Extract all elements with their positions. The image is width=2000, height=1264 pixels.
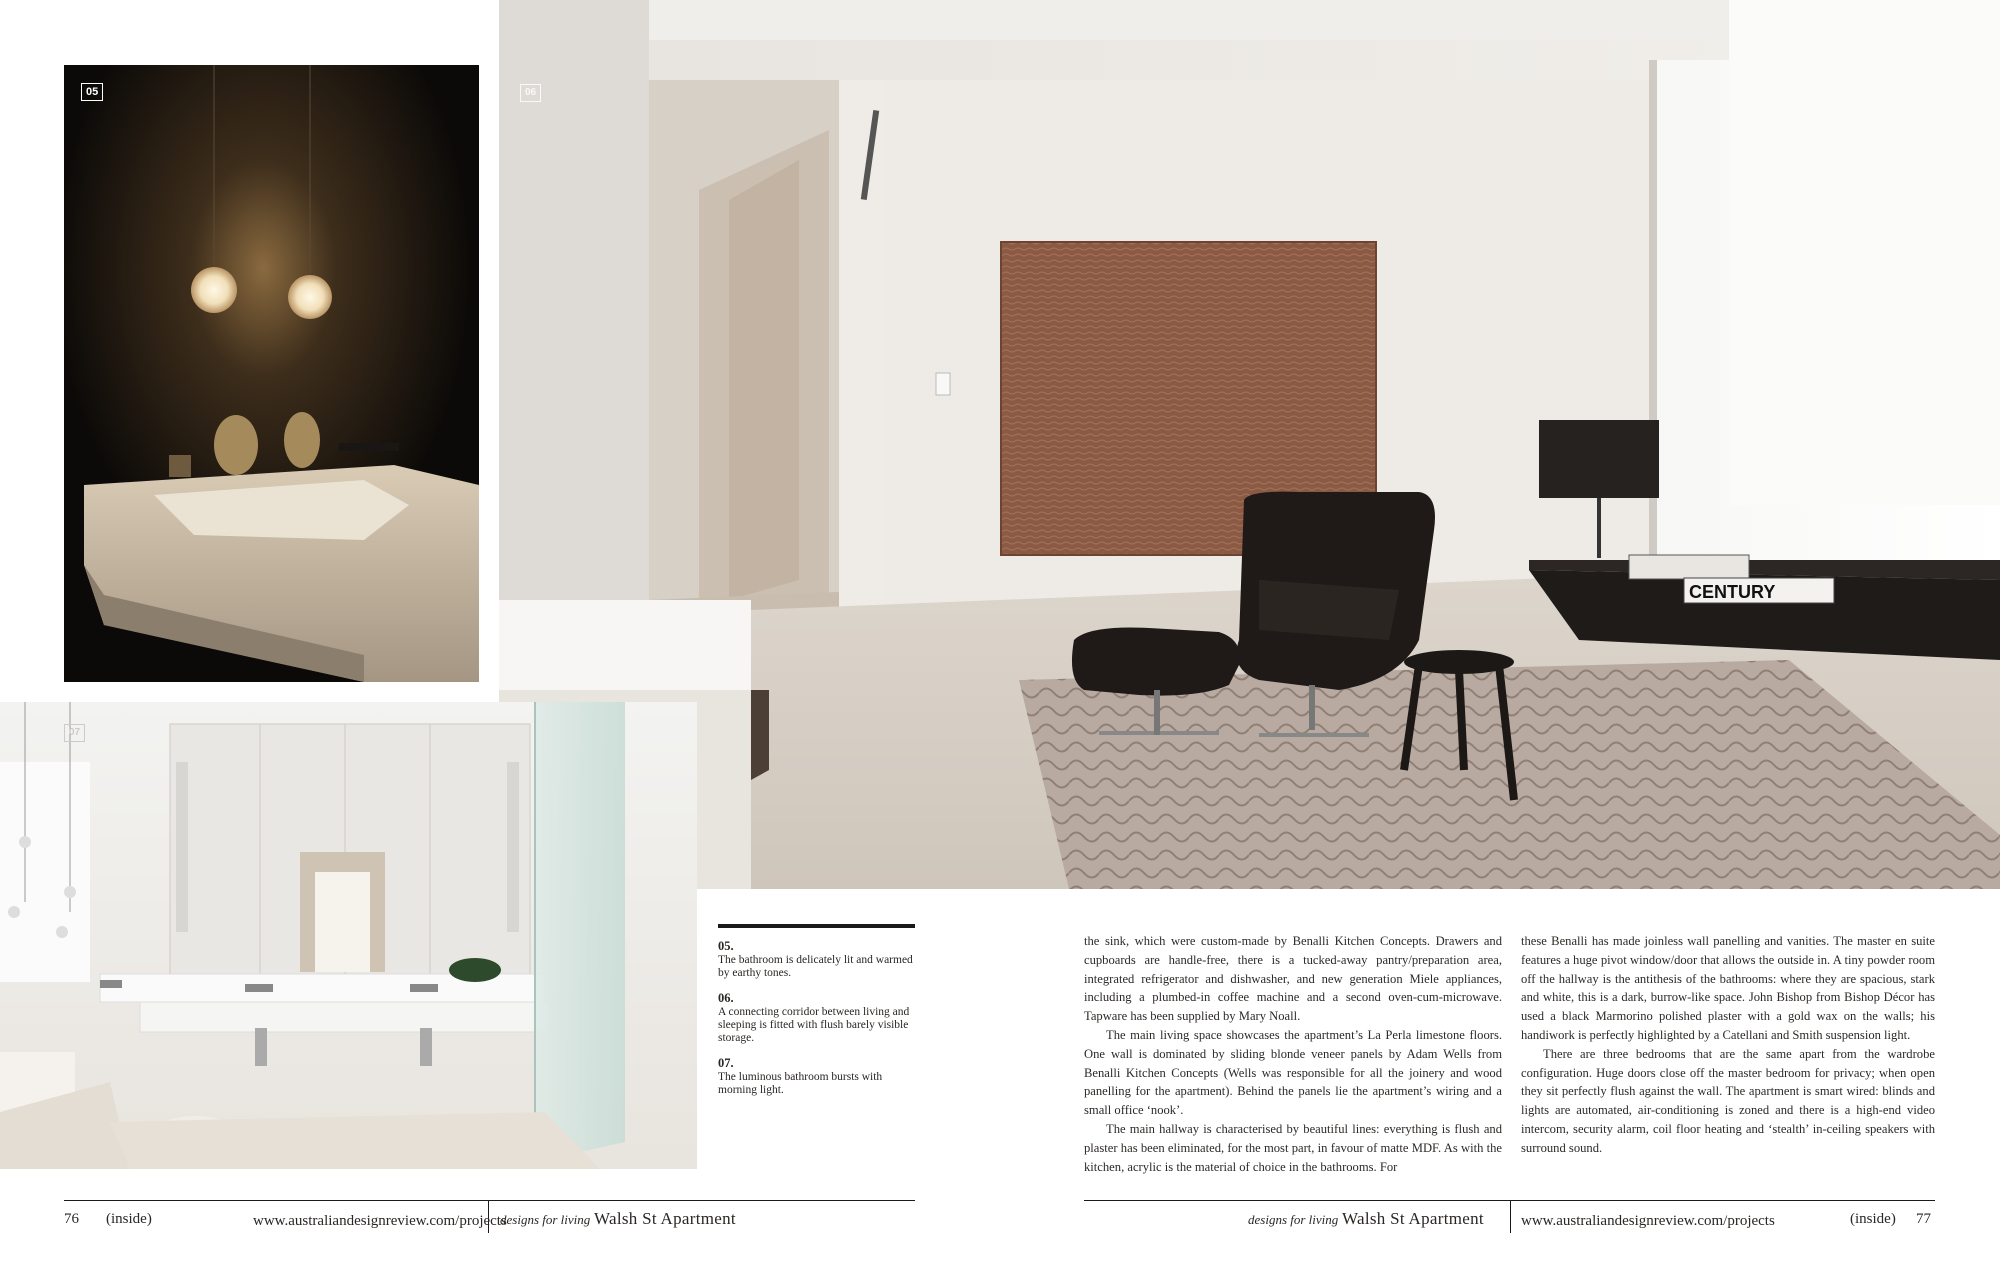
svg-text:CENTURY: CENTURY — [1689, 582, 1776, 602]
photo-living-room — [499, 0, 2000, 889]
footer-article-title: Walsh St Apartment — [594, 1209, 736, 1228]
footer-section-label: designs for living — [1248, 1212, 1339, 1227]
footer-rule-left — [64, 1200, 915, 1201]
photo-number-06: 06 — [520, 84, 541, 102]
caption-07 — [718, 1057, 918, 1097]
caption-number: 06. — [718, 991, 734, 1005]
caption-text: A connecting corridor between living and sleeping is fitted with flush barely visible storage. — [718, 1006, 910, 1044]
photo-powder-room — [64, 65, 479, 682]
caption-text: The luminous bathroom bursts with morning light. — [718, 1071, 883, 1096]
caption-06 — [718, 992, 918, 1045]
footer-article-title: Walsh St Apartment — [1342, 1209, 1484, 1228]
brand-mark-left: (inside) — [106, 1211, 152, 1227]
caption-number: 07. — [718, 1056, 734, 1070]
footer-title-left — [500, 1208, 736, 1231]
footer-title-right — [1248, 1208, 1484, 1231]
footer-section-label: designs for living — [500, 1212, 591, 1227]
body-paragraph: these Benalli has made joinless wall panelling and vanities. The master en suite features a huge pivot window/door that allows the outside in. A tiny powder room off the hallway is the antithesis of the bathrooms: where they are spacious, stark and white, this is a dark, burrow-like space. John Bishop from Bishop Décor has used a black Marmorino polished plaster with a gold wax on the walls; his handiwork is perfectly highlighted by a Catellani and Smith suspension light. — [1521, 934, 1935, 1042]
body-paragraph: The main hallway is characterised by beautiful lines: everything is flush and plaster has been eliminated, for the most part, in favour of matte MDF. As with the kitchen, acrylic is the material of choice in the bathrooms. For — [1084, 1121, 1502, 1174]
brand-mark-right: (inside) — [1850, 1211, 1896, 1227]
footer-url-left: www.australiandesignreview.com/projects — [253, 1213, 507, 1229]
photo-number-05: 05 — [81, 83, 103, 101]
caption-rule — [718, 924, 915, 928]
footer-divider-right — [1510, 1200, 1511, 1233]
caption-05 — [718, 940, 918, 980]
footer-url-right: www.australiandesignreview.com/projects — [1521, 1213, 1775, 1229]
body-paragraph: the sink, which were custom-made by Benalli Kitchen Concepts. Drawers and cupboards are handle-free, there is a tucked-away pantry/preparation area, integrated refrigerator and dishwasher, and new generation Miele appliances, including a plumbed-in coffee machine and a second oven-cum-microwave. Tapware has been supplied by Mary Noall. — [1084, 934, 1502, 1024]
body-column-1 — [1084, 932, 1502, 1176]
caption-number: 05. — [718, 939, 734, 953]
body-column-2 — [1521, 932, 1935, 1158]
photo-bathroom — [0, 702, 697, 1169]
body-paragraph: The main living space showcases the apartment’s La Perla limestone floors. One wall is dominated by sliding blonde veneer panels by Adam Wells from Benalli Kitchen Concepts (Wells was responsible for all the joinery and wood panelling for the apartment). Behind the panels lie the apartment’s wiring and a small office ‘nook’. — [1084, 1027, 1502, 1118]
page-number-right: 77 — [1916, 1211, 1931, 1227]
page-number-left: 76 — [64, 1211, 79, 1227]
photo-number-07: 07 — [64, 724, 85, 742]
captions — [718, 940, 918, 1109]
body-paragraph: There are three bedrooms that are the same apart from the wardrobe configuration. Huge doors close off the master bedroom for privacy; when open they sit perfectly flush against the wall. The apartment is smart wired: blinds and lights are automated, air-conditioning is zoned and there is a high-end video intercom, security alarm, coil floor heating and ‘stealth’ in-ceiling speakers with surround sound. — [1521, 1046, 1935, 1155]
caption-text: The bathroom is delicately lit and warmed by earthy tones. — [718, 954, 913, 979]
